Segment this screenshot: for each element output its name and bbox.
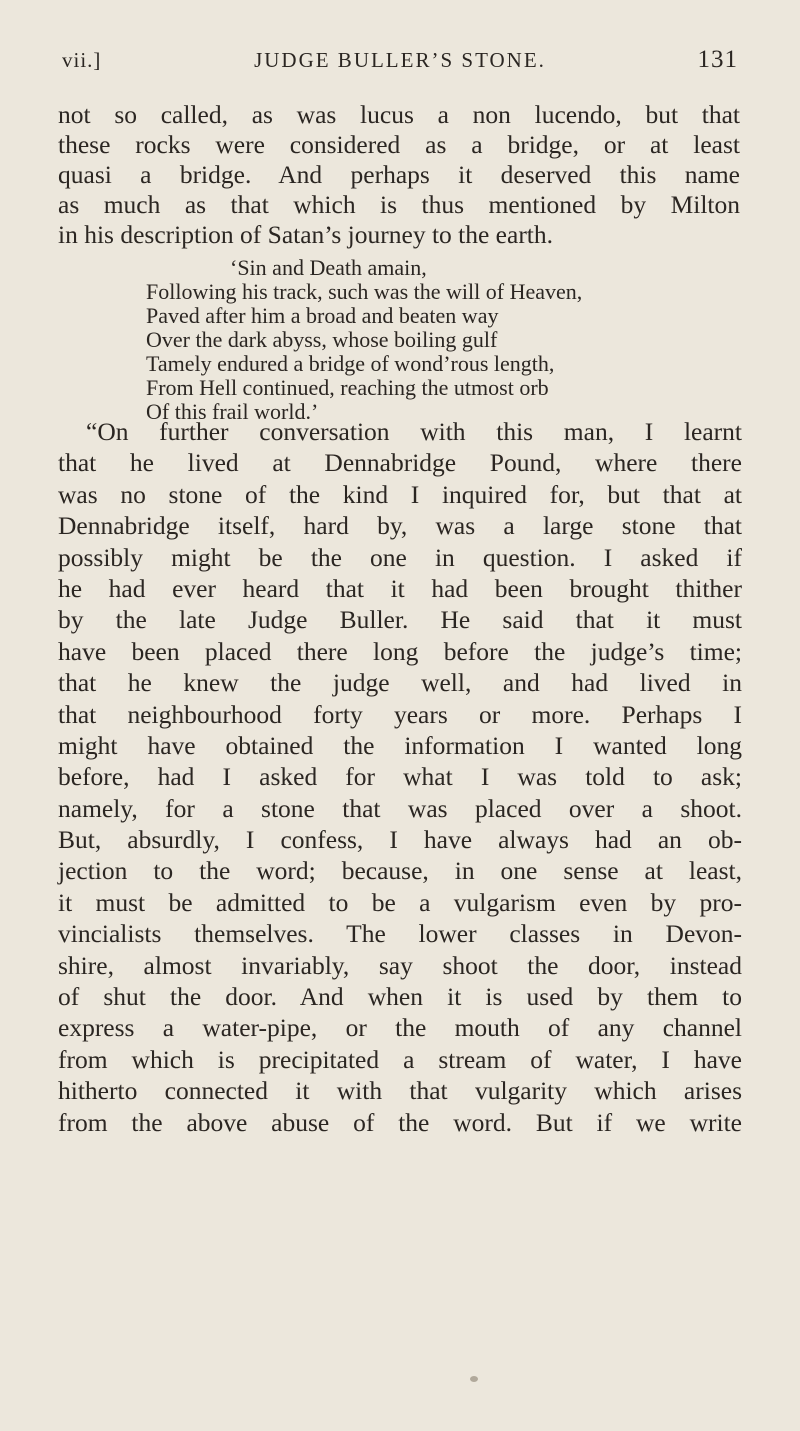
chapter-number: vii.] [62,48,102,72]
verse-line: From Hell continued, reaching the utmost orb [146,375,549,400]
text-line: before, had I asked for what I was told to ask; [58,762,742,792]
running-head [62,48,738,80]
text-line: Dennabridge itself, hard by, was a large stone that [58,511,742,541]
text-line: it must be admitted to be a vulgarism even by pro- [58,887,742,917]
text-line: that he knew the judge well, and had lived in [58,668,742,698]
verse-line: Of this frail world.’ [146,399,319,424]
text-line: by the late Judge Buller. He said that it must [58,605,742,635]
text-line: from which is precipitated a stream of water, I have [58,1044,742,1074]
text-line: “On further conversation with this man, I learnt [86,417,742,446]
text-line: namely, for a stone that was placed over a shoot. [58,793,742,823]
text-line: that neighbourhood forty years or more. Perhaps I [58,699,742,729]
verse-line: Tamely endured a bridge of wond’rous length, [146,351,555,376]
text-line: quasi a bridge. And perhaps it deserved this name [58,160,740,189]
text-line: shire, almost invariably, say shoot the door, instead [58,950,742,980]
ink-speck [470,1376,478,1382]
text-line: express a water-pipe, or the mouth of any channel [58,1013,742,1043]
text-line: hitherto connected it with that vulgarity which arises [58,1076,742,1106]
text-line: might have obtained the information I wanted long [58,730,742,760]
text-line: in his description of Satan’s journey to the earth. [58,220,554,249]
text-line: But, absurdly, I confess, I have always had an ob- [58,825,742,855]
text-line: possibly might be the one in question. I asked if [58,542,742,572]
paragraph-2 [58,416,742,1138]
verse-quotation [146,256,706,424]
text-line: he had ever heard that it had been brought thither [58,573,742,603]
text-line: not so called, as was lucus a non lucendo, but that [58,100,740,129]
page-number: 131 [697,46,738,73]
verse-line: Over the dark abyss, whose boiling gulf [146,327,498,352]
text-line: of shut the door. And when it is used by them to [58,982,742,1012]
text-line: from the above abuse of the word. But if we write [58,1107,742,1137]
text-line: these rocks were considered as a bridge, or at least [58,130,740,159]
running-title: JUDGE BULLER’S STONE. [254,48,546,72]
verse-line: Following his track, such was the will of Heaven, [146,279,583,304]
text-line: jection to the word; because, in one sense at least, [58,856,742,886]
text-line: that he lived at Dennabridge Pound, where there [58,448,742,478]
text-line: was no stone of the kind I inquired for, but that at [58,479,742,509]
paragraph-1 [58,100,740,250]
verse-line: Paved after him a broad and beaten way [146,303,499,328]
text-line: as much as that which is thus mentioned by Milton [58,190,740,219]
verse-line: ‘Sin and Death amain, [230,255,427,280]
text-line: vincialists themselves. The lower classes in Devon- [58,919,742,949]
text-line: have been placed there long before the judge’s time; [58,636,742,666]
